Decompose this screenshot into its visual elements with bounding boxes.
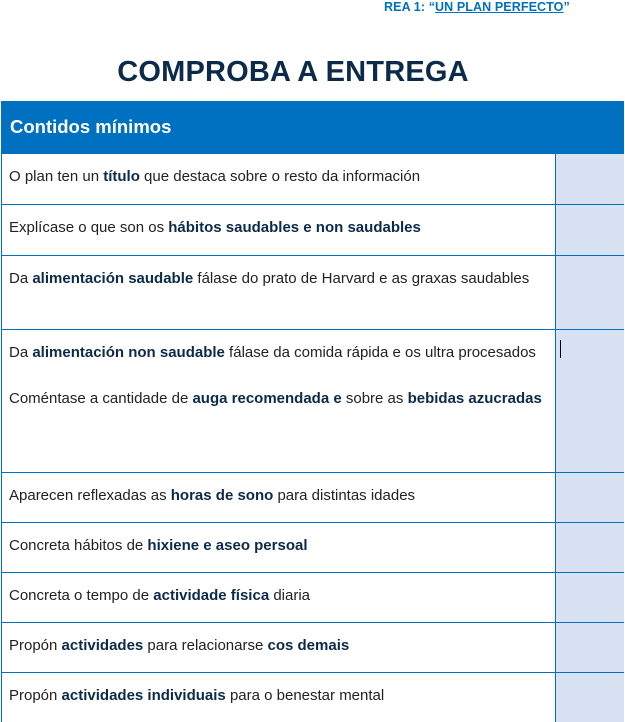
check-cell[interactable]: [555, 256, 624, 329]
criterion-text: Concreta o tempo de actividade física diaria: [9, 587, 311, 604]
criterion-text: Explícase o que son os hábitos saudables e non saudables: [9, 219, 421, 236]
rea-label: [384, 0, 570, 14]
table-body: [2, 153, 624, 722]
rea-title-link[interactable]: UN PLAN PERFECTO: [435, 0, 564, 14]
criterion-text: O plan ten un título que destaca sobre o resto da información: [9, 168, 421, 185]
check-cell[interactable]: [555, 205, 624, 255]
text-cursor: [560, 340, 561, 358]
check-cell[interactable]: [555, 573, 624, 622]
criterion-text: Da alimentación saudable fálase do prato de Harvard e as graxas saudables: [9, 270, 530, 287]
table-row: [2, 672, 624, 722]
check-cell[interactable]: [555, 330, 624, 472]
page-title: COMPROBA A ENTREGA: [117, 56, 469, 88]
check-cell[interactable]: [555, 623, 624, 672]
table-row: [2, 622, 624, 672]
table-row: [2, 255, 624, 329]
criterion-text: Da alimentación non saudable fálase da comida rápida e os ultra procesados Coméntase a cantidade de auga recomendada e sobre as bebidas azucradas: [9, 344, 542, 407]
criterion-text: Aparecen reflexadas as horas de sono para distintas idades: [9, 487, 416, 504]
table-row: [2, 522, 624, 572]
check-cell[interactable]: [555, 473, 624, 522]
criterion-text: Propón actividades individuais para o benestar mental: [9, 687, 385, 704]
rea-suffix: ”: [563, 0, 570, 14]
table-row: [2, 329, 624, 472]
criterion-text: Concreta hábitos de hixiene e aseo persoal: [9, 537, 308, 554]
check-cell[interactable]: [555, 154, 624, 204]
checklist-table: [1, 101, 624, 722]
check-cell[interactable]: [555, 523, 624, 572]
check-cell[interactable]: [555, 673, 624, 722]
table-row: [2, 153, 624, 204]
table-row: [2, 204, 624, 255]
table-row: [2, 572, 624, 622]
table-row: [2, 472, 624, 522]
rea-prefix: REA 1: “: [384, 0, 436, 14]
table-header: Contidos mínimos: [2, 101, 624, 153]
criterion-text: Propón actividades para relacionarse cos demais: [9, 637, 350, 654]
